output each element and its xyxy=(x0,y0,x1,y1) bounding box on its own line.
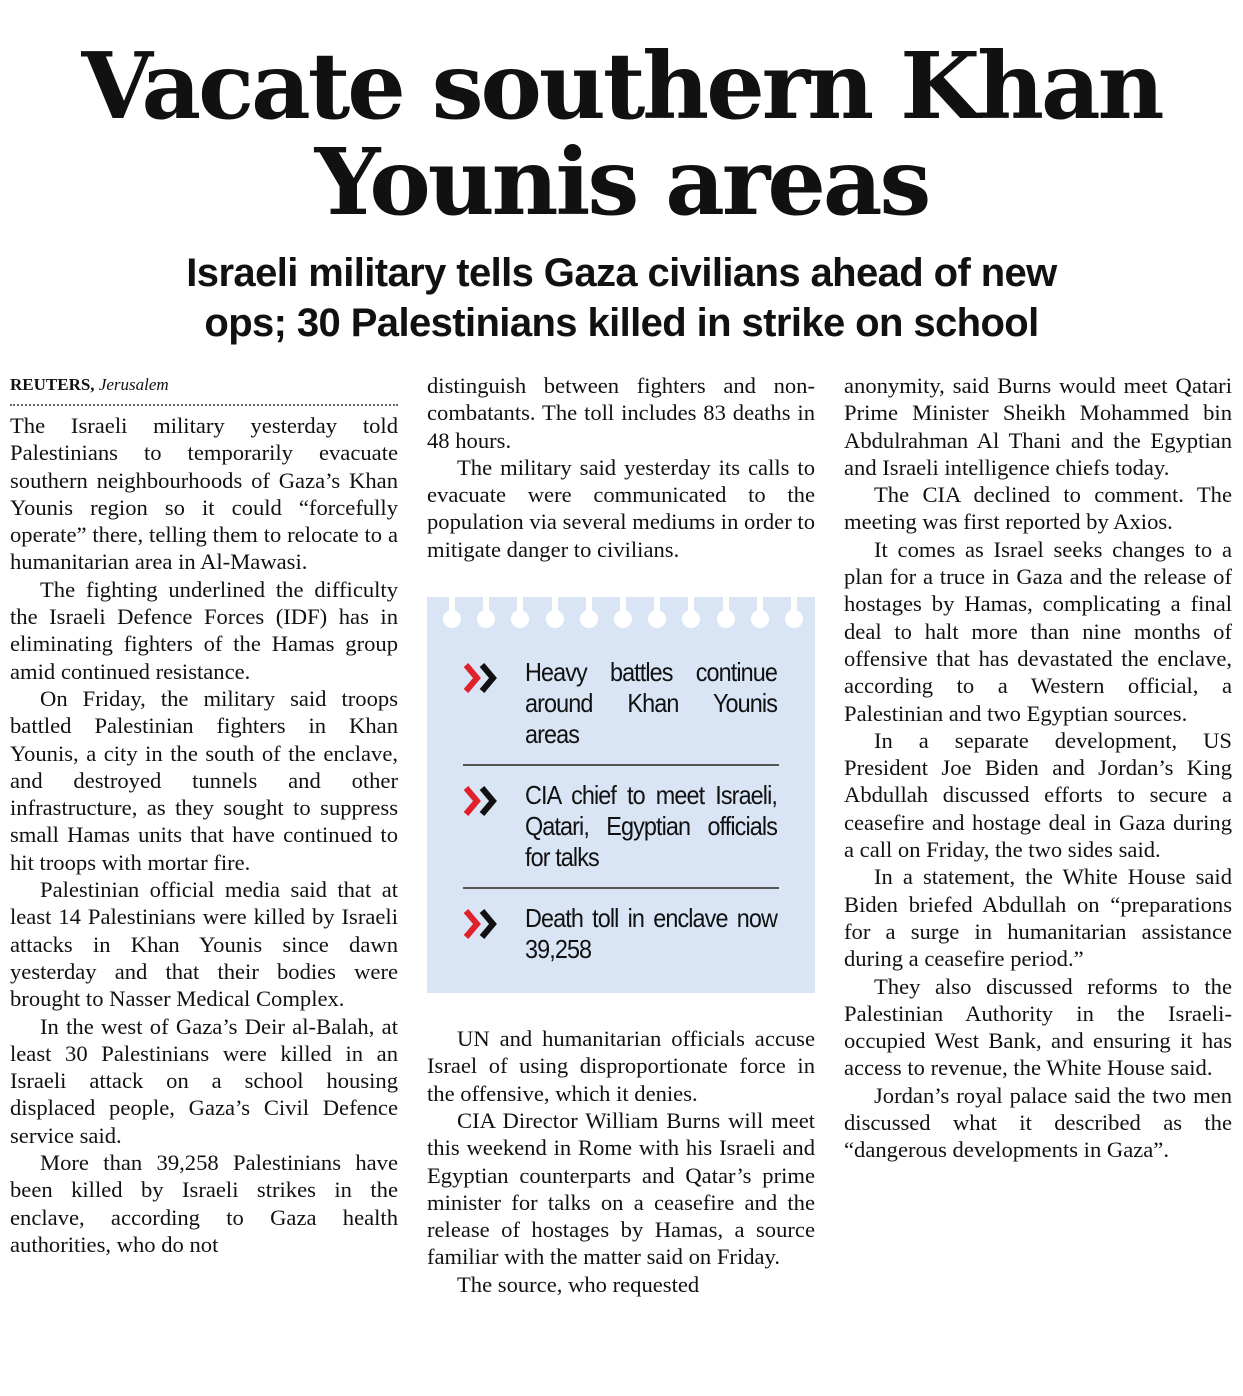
highlight-text: CIA chief to meet Israeli, Qatari, Egyptian officials for talks xyxy=(525,780,777,873)
paragraph: The Israeli military yesterday told Palestinians to temporarily evacuate southern neighbourhoods of Gaza’s Khan Younis region so it could “forcefully operate” there, telling them to relocate to a humanitarian area in Al-Mawasi. xyxy=(10,413,398,575)
article-column-1 xyxy=(10,372,398,1258)
notepad-holes xyxy=(443,597,803,631)
paragraph: The military said yesterday its calls to evacuate were communicated to the population via several mediums in order to mitigate danger to civilians. xyxy=(427,454,815,562)
highlight-list xyxy=(463,657,779,979)
paragraph: The CIA declined to comment. The meeting was first reported by Axios. xyxy=(844,482,1232,535)
notepad-hole xyxy=(580,597,598,631)
highlight-text: Death toll in enclave now 39,258 xyxy=(525,903,777,965)
paragraph: In a statement, the White House said Biden briefed Abdullah on “preparations for a surge in humanitarian assistance during a ceasefire period.” xyxy=(844,864,1232,972)
highlight-item xyxy=(463,887,779,979)
notepad-hole xyxy=(511,597,529,631)
paragraph: More than 39,258 Palestinians have been killed by Israeli strikes in the enclave, according to Gaza health authorities, who do not xyxy=(10,1150,398,1257)
subheadline xyxy=(0,248,1243,348)
headline-line-1: Vacate southern Khan xyxy=(81,32,1162,140)
byline-agency: REUTERS, xyxy=(10,375,95,394)
double-chevron-icon xyxy=(463,903,525,945)
paragraph: They also discussed reforms to the Palestinian Authority in the Israeli-occupied West Bank, and ensuring it has access to revenue, the White House said. xyxy=(844,973,1232,1081)
notepad-hole xyxy=(648,597,666,631)
headline-line-2: Younis areas xyxy=(314,128,929,236)
highlight-item xyxy=(463,764,779,887)
paragraph: distinguish between fighters and non-combatants. The toll includes 83 deaths in 48 hours. xyxy=(427,373,815,453)
paragraph: In a separate development, US President Joe Biden and Jordan’s King Abdullah discussed efforts to secure a ceasefire and hostage deal in Gaza during a call on Friday, the two sides said. xyxy=(844,727,1232,863)
subheadline-line-2: ops; 30 Palestinians killed in strike on school xyxy=(204,301,1039,345)
double-chevron-icon xyxy=(463,780,525,822)
paragraph: CIA Director William Burns will meet this weekend in Rome with his Israeli and Egyptian counterparts and Qatar’s prime minister for talks on a ceasefire and the release of hostages by Hamas, a source familiar with the matter said on Friday. xyxy=(427,1107,815,1270)
paragraph: Palestinian official media said that at least 14 Palestinians were killed by Israeli attacks in Khan Younis since dawn yesterday and that their bodies were brought to Nasser Medical Complex. xyxy=(10,877,398,1012)
subheadline-line-1: Israeli military tells Gaza civilians ahead of new xyxy=(186,251,1057,295)
paragraph: On Friday, the military said troops battled Palestinian fighters in Khan Younis, a city in the south of the enclave, and destroyed tunnels and other infrastructure, as they sought to suppress small Hamas units that have continued to hit troops with mortar fire. xyxy=(10,685,398,875)
notepad-hole xyxy=(751,597,769,631)
notepad-hole xyxy=(717,597,735,631)
highlights-box xyxy=(427,597,815,993)
highlight-item xyxy=(463,657,779,764)
paragraph: The source, who requested xyxy=(457,1271,700,1297)
paragraph: Jordan’s royal palace said the two men discussed what it described as the “dangerous developments in Gaza”. xyxy=(844,1082,1232,1163)
notepad-hole xyxy=(785,597,803,631)
paragraph: The fighting underlined the difficulty the Israeli Defence Forces (IDF) has in eliminating fighters of the Hamas group amid continued resistance. xyxy=(10,576,398,684)
article-column-2 xyxy=(427,372,815,1298)
byline-dateline: Jerusalem xyxy=(98,375,169,394)
headline xyxy=(0,32,1243,236)
paragraph: It comes as Israel seeks changes to a plan for a truce in Gaza and the release of hostages by Hamas, complicating a final deal to halt more than nine months of offensive that has devastated the enclave, according to a Western official, a Palestinian and two Egyptian sources. xyxy=(844,536,1232,726)
notepad-hole xyxy=(682,597,700,631)
double-chevron-icon xyxy=(463,657,525,699)
paragraph: anonymity, said Burns would meet Qatari Prime Minister Sheikh Mohammed bin Abdulrahman Al Thani and the Egyptian and Israeli intelligence chiefs today. xyxy=(844,373,1232,480)
highlight-text: Heavy battles continue around Khan Younis areas xyxy=(525,657,777,750)
notepad-hole xyxy=(614,597,632,631)
paragraph: In the west of Gaza’s Deir al-Balah, at least 30 Palestinians were killed in an Israeli attack on a school housing displaced people, Gaza’s Civil Defence service said. xyxy=(10,1013,398,1148)
notepad-hole xyxy=(546,597,564,631)
paragraph: UN and humanitarian officials accuse Israel of using disproportionate force in the offensive, which it denies. xyxy=(427,1026,815,1106)
article-column-3 xyxy=(844,372,1232,1164)
byline xyxy=(10,372,398,406)
notepad-hole xyxy=(477,597,495,631)
notepad-hole xyxy=(443,597,461,631)
